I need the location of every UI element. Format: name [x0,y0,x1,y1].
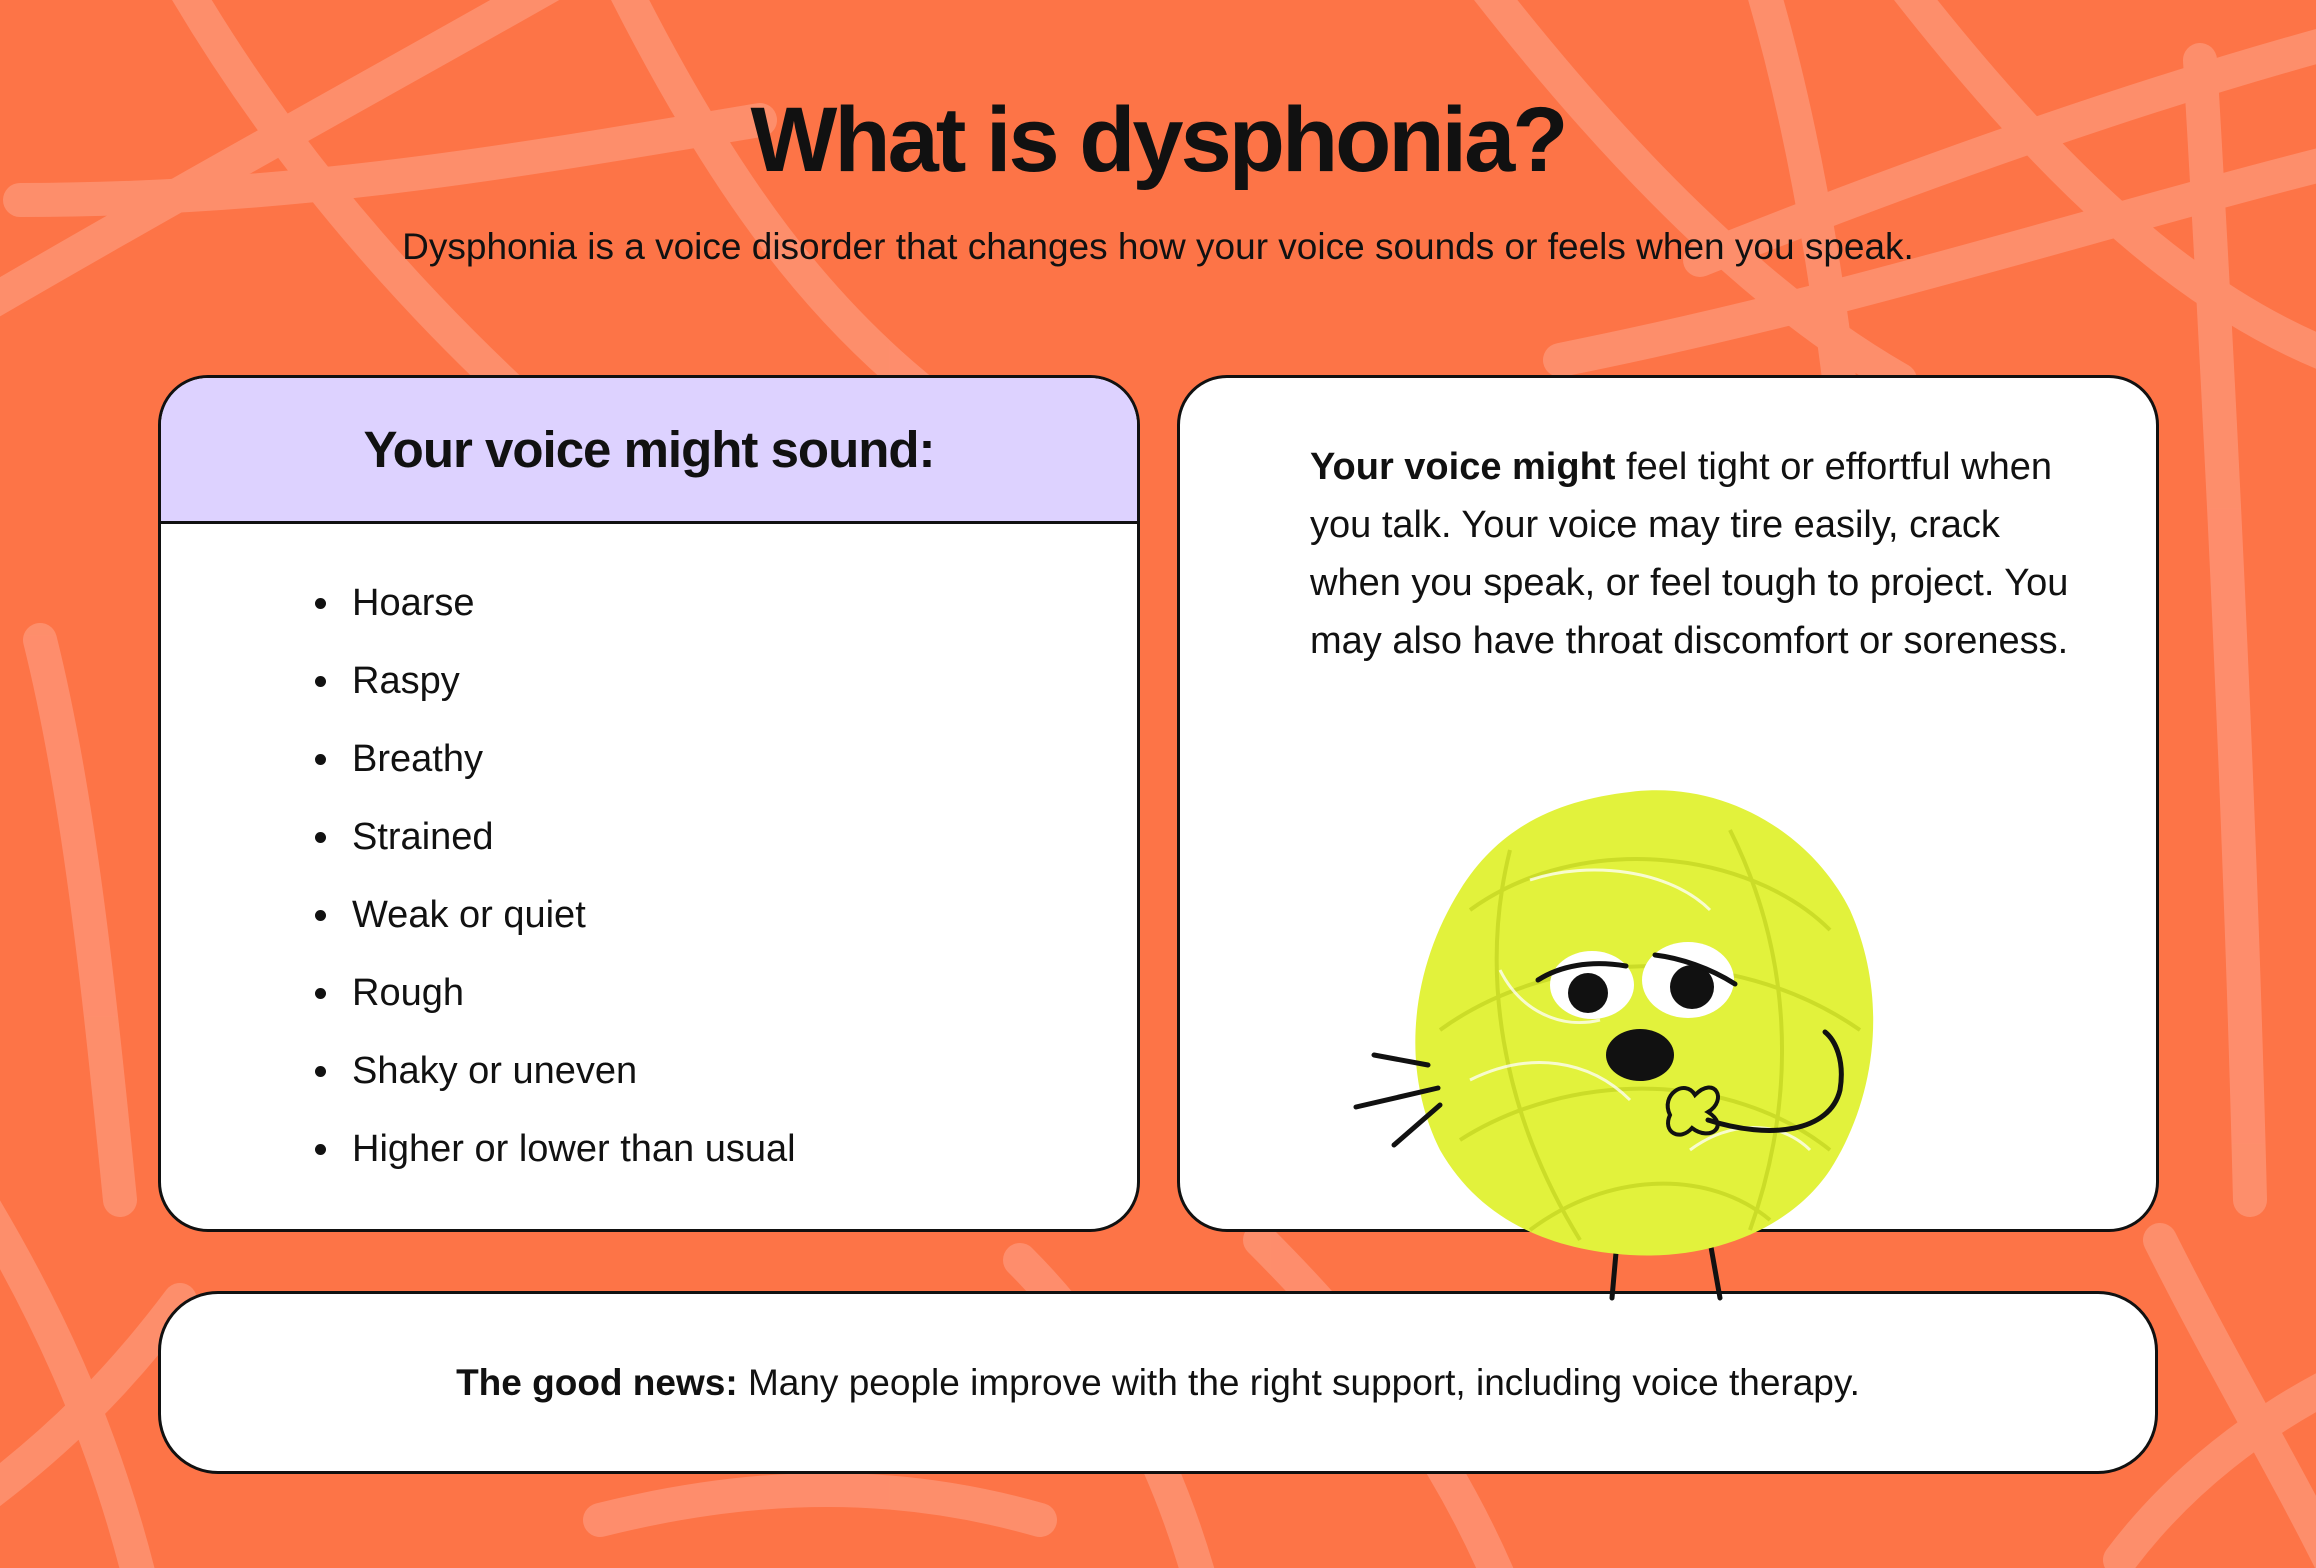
feel-lead: Your voice might [1310,446,1616,488]
good-news-text [456,1362,1860,1404]
scribble-mascot-illustration [1330,770,1930,1330]
list-item: • Raspy [344,642,1137,720]
list-item: • Shaky or uneven [344,1032,1137,1110]
sound-card-header [161,378,1137,524]
feel-body: feel tight or effortful when you talk. Your voice may tire easily, crack when you speak, or feel tough to project. You may also have throat discomfort or soreness. [1310,446,2069,662]
page-title: What is dysphonia? [750,89,1566,191]
list-item: • Breathy [344,720,1137,798]
list-item: • Hoarse [344,564,1137,642]
page-subtitle: Dysphonia is a voice disorder that changes how your voice sounds or feels when you speak. [402,226,1914,267]
sound-card [158,375,1140,1232]
good-news-body: Many people improve with the right support, including voice therapy. [737,1361,1860,1403]
list-item: • Rough [344,954,1137,1032]
sound-card-heading: Your voice might sound: [363,421,935,478]
list-item: • Weak or quiet [344,876,1137,954]
feel-paragraph [1310,438,2070,670]
sound-list [161,524,1137,1188]
list-item: • Strained [344,798,1137,876]
list-item: • Higher or lower than usual [344,1110,1137,1188]
good-news-lead: The good news: [456,1361,738,1403]
